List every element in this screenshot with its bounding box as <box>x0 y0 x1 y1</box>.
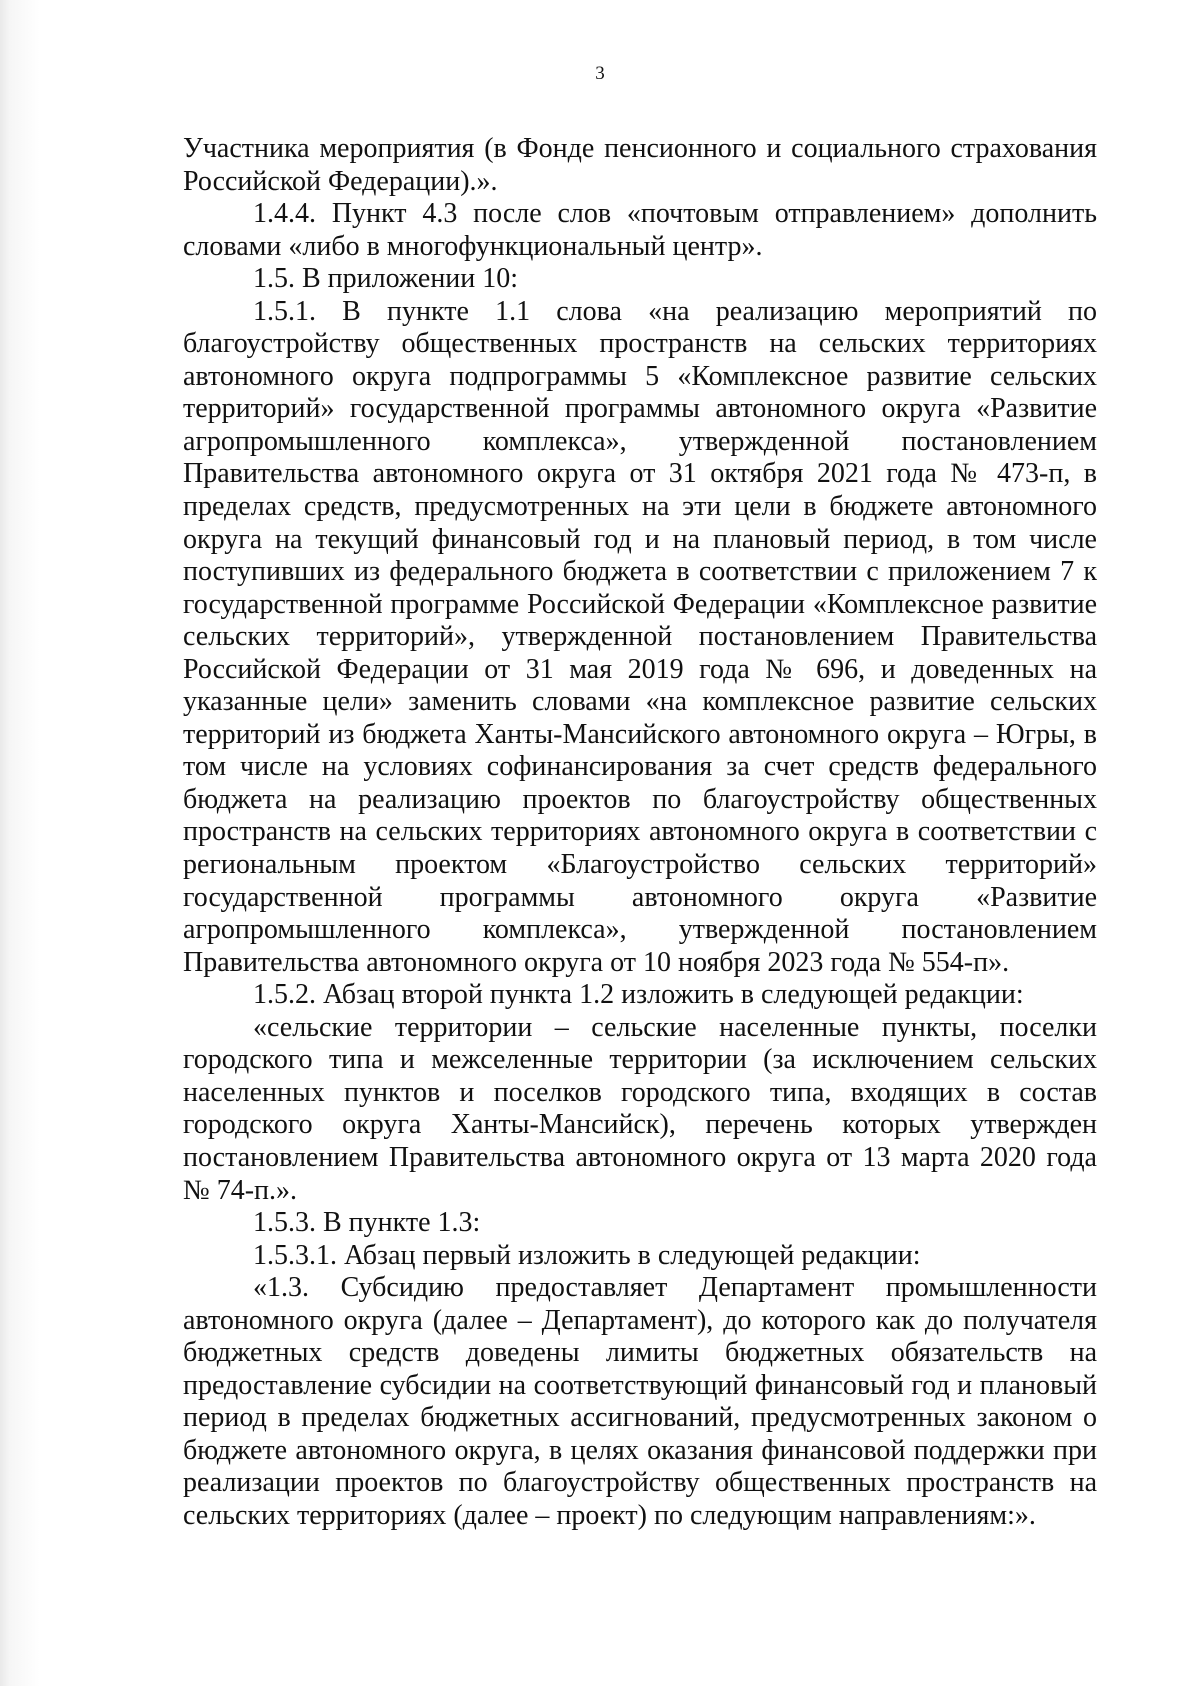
paragraph-1-5-3: 1.5.3. В пункте 1.3: <box>253 1207 481 1239</box>
paragraph-1-5: 1.5. В приложении 10: <box>253 263 519 295</box>
paragraph-1-3-quote: «1.3. Субсидию предоставляет Департамент промышленности автономного округа (далее – Департамент), до которого как до получателя бюджетных средств доведены лимиты бюджетных обязательств на предоставление субсидии на соответствующий финансовый год и плановый период в пределах бюджетных ассигнований, предусмотренных законом о бюджете автономного округа, в целях оказания финансовой поддержки при реализации проектов по благоустройству общественных пространств на сельских территориях (далее – проект) по следующим направлениям:». <box>183 1272 1097 1531</box>
paragraph-1-5-2: 1.5.2. Абзац второй пункта 1.2 изложить в следующей редакции: <box>253 979 1024 1011</box>
paragraph-1-4-4: 1.4.4. Пункт 4.3 после слов «почтовым отправлением» дополнить словами «либо в многофункциональный центр». <box>183 198 1097 262</box>
page-number: 3 <box>595 63 605 84</box>
paragraph-rural-territories-definition: «сельские территории – сельские населенные пункты, поселки городского типа и межселенные территории (за исключением сельских населенных пунктов и поселков городского типа, входящих в состав городского округа Ханты-Мансийск), перечень которых утвержден постановлением Правительства автономного округа от 13 марта 2020 года № 74-п.». <box>183 1011 1097 1206</box>
paragraph-1-5-1: 1.5.1. В пункте 1.1 слова «на реализацию мероприятий по благоустройству общественных пространств на сельских территориях автономного округа подпрограммы 5 «Комплексное развитие сельских территорий» государственной программы автономного округа «Развитие агропромышленного комплекса», утвержденной постановлением Правительства автономного округа от 31 октября 2021 года № 473-п, в пределах средств, предусмотренных на эти цели в бюджете автономного округа на текущий финансовый год и на плановый период, в том числе поступивших из федерального бюджета в соответствии с приложением 7 к государственной программе Российской Федерации «Комплексное развитие сельских территорий», утвержденной постановлением Правительства Российской Федерации от 31 мая 2019 года № 696, и доведенных на указанные цели» заменить словами «на комплексное развитие сельских территорий из бюджета Ханты-Мансийского автономного округа – Югры, в том числе на условиях софинансирования за счет средств федерального бюджета на реализацию проектов по благоустройству общественных пространств на сельских территориях автономного округа в соответствии с региональным проектом «Благоустройство сельских территорий» государственной программы автономного округа «Развитие агропромышленного комплекса», утвержденной постановлением Правительства автономного округа от 10 ноября 2023 года № 554-п». <box>183 295 1097 978</box>
paragraph-1: Участника мероприятия (в Фонде пенсионного и социального страхования Российской Федерации).». <box>183 133 1097 197</box>
paragraph-1-5-3-1: 1.5.3.1. Абзац первый изложить в следующей редакции: <box>253 1239 921 1271</box>
document-body <box>183 133 1097 1533</box>
scan-edge <box>0 0 42 1686</box>
